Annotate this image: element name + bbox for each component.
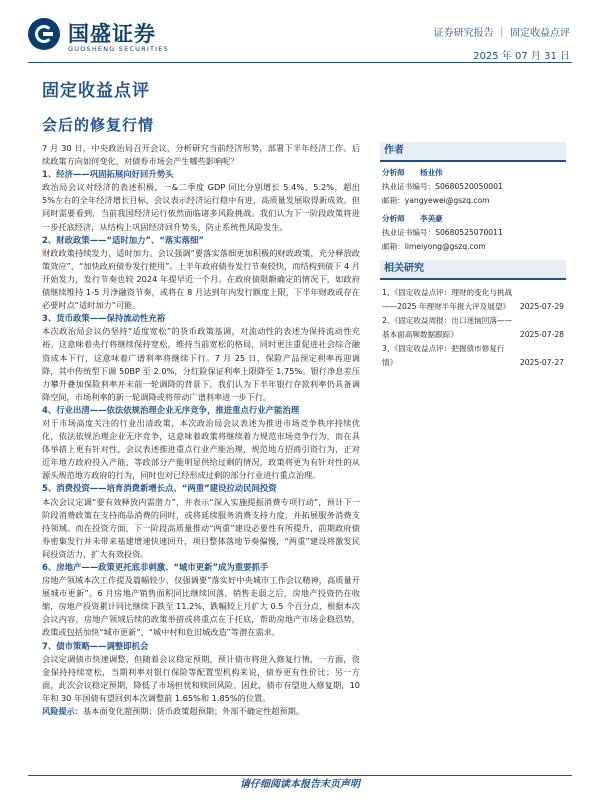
header-divider	[28, 62, 572, 63]
para: 会议定调债市快速调整，但随着会议稳定预期，预计债市将进入修复行情，一方面，资金保持持续宽松，当期利率对银行保险等配置型机构来说，债券更有性价比；另一方面，此次会议稳定预期，降低了市场担忧和赎回风险。因此，债市有望进入修复期，10 年和 30 年国债有望回到本次调整前 1.65%和 1.85%的位置。	[42, 653, 360, 703]
para: 房地产领域本次工作提及篇幅较少，仅强调要“落实好中央城市工作会议精神，高质量开展城市更新”。6 月房地产销售面积同比继续回落，销售走弱之后，房地产投资仍在收缩，房地产投资累计同比继续下跌至 11.2%，跌幅较上月扩大 0.5 个百分点，根据本次会议内容，房地产领域后续的政策举措或将重点在于托底，帮助房地产市场企稳恐势，政策或包括加快“城市更新”、“城中村和危旧城改造”等潜在需求。	[42, 575, 360, 638]
section-heading: 4、行业出清——依法依规治理企业无序竞争，推进重点行业产能治理	[42, 404, 300, 415]
authors-heading: 作者	[380, 142, 566, 162]
logo-cn: 国盛证券	[68, 22, 156, 46]
related-title: 2、《固定收益周报：出口迷恼回落——基本面高频数据跟踪》	[382, 316, 513, 339]
analyst-role: 分析师	[382, 214, 405, 223]
related-item[interactable]	[382, 286, 564, 314]
related-list	[380, 286, 566, 370]
related-item[interactable]	[382, 314, 564, 342]
section-heading: 7、债市策略——调整即机会	[42, 640, 149, 651]
analyst-role: 分析师	[382, 168, 405, 177]
analyst-block	[380, 162, 566, 208]
section-heading: 2、财政政策——“适时加力”、“落实落细”	[42, 234, 204, 245]
risk-label: 风险提示：	[42, 706, 83, 717]
para: 7 月 30 日，中央政治局召开会议，分析研究当前经济形势，部署下半年经济工作。后续政策方向如何变化，对债券市场会产生哪些影响呢？	[42, 143, 360, 167]
related-title: 1、《固定收益点评：理财的变化与挑战——2025 年理财半年报大评及展望》	[382, 288, 513, 311]
analyst-name-row	[382, 212, 564, 226]
related-title: 3、《固定收益点评：把握债市修复行情》	[382, 344, 505, 367]
para: 本次会议定调“要有效释放内需潜力”，并表示“深入实施提振消费专项行动”，预计下一阶段消费政策在支持商品消费的同时，或将延续服务消费支持力度，并拓展服务消费支持领域。而在投资方面，下一阶段高质量推动“两重”建设必要性有所提升，前期政府债券密集发行并未带来基建增速快速回升，项目整体落地节奏偏慢，“两重”建设将激发民间投资活力，扩大有效投资。	[42, 496, 360, 559]
report-date: 2025 年 07 月 31 日	[473, 51, 570, 62]
para: 财政政策持续发力、适时加力。会议强调“要落实落细更加积极的财政政策，充分释放政策效应”，“加快政府债券发行使用”。上半年政府债券发行节奏较快，而结构到债下 4 月开始发力，发行节奏也较 2024 年提早近一个月。在政府债限额确定的情况下，如政府债继续维持 1-5 月净融资节奏，或将在 8 月达到年内发行额度上限，下半年财政或存在必要时点“适时加力”可能。	[42, 247, 360, 311]
company-logo	[28, 18, 168, 58]
logo-icon	[28, 18, 60, 50]
related-date: 2025-07-28	[519, 330, 564, 339]
related-heading: 相关研究	[380, 260, 566, 280]
analyst-cert: 执业证书编号：S0680525070011	[382, 228, 503, 237]
report-category-title: 固定收益点评	[42, 81, 150, 101]
section-heading: 6、房地产——政策更托底非刺激、“城市更新”成为重要抓手	[42, 562, 269, 572]
analyst-email[interactable]: 邮箱：limeiyong@gszq.com	[382, 242, 486, 251]
para: 对于市场高度关注的行业出清政策，本次政治局会议表述为推进市场竞争秩序持续优化，依法依规治理企业无序竞争，这意味着政策将继续着力规范市场竞争行为，而在具体举措上更有针对性，会议表述推进重点行业产能治理，规范地方招商引资行为，正对近年地方政府投入产能，等政部分产能明显供给过剩的情况，政策将更为有针对性的从源头规范地方政府的行为，同时也对已经形成过剩的部分行业进行重点治理。	[42, 417, 360, 481]
sidebar	[380, 142, 566, 370]
risk-text: 基本面变化超预期；货币政策超预期；外部不确定性超预期。	[82, 706, 305, 717]
section-heading: 1、经济——巩固拓展向好回升势头	[42, 169, 174, 180]
para: 本次政治局会议仍坚持“适度宽松”的货币政策基调，对流动性的表述为保持流动性充裕。这意味着央行将继续保持宽松，维持当前宽松的格局，同时更注重促进社会综合融资成本下行，这意味着广谱利率将继续下行。7 月 25 日，保险产品预定利率再迎调降，其中传统型下调 50BP 至 2.0%，分红险保证利率上限降至 1.75%。银行净息差压力攀升叠加保险利率并未前一轮调降的背景下，我们认为下半年银行存款利率仍具备调降空间，市场利率的新一轮调降或将带动广谱利率进一步下行。	[42, 326, 360, 402]
analyst-name: 李美豪	[420, 214, 443, 223]
footer-disclaimer: 请仔细阅读本报告末页声明	[240, 779, 360, 790]
analyst-email[interactable]: 邮箱：yangyewei@gszq.com	[382, 196, 490, 205]
section-heading: 5、消费投资——培育消费新增长点、“两重”建设拉动民间投资	[42, 483, 277, 494]
related-item[interactable]	[382, 342, 564, 370]
report-body	[42, 142, 360, 718]
related-date: 2025-07-27	[519, 358, 564, 367]
report-meta	[434, 24, 570, 62]
risk-warning	[42, 705, 360, 718]
analyst-name-row	[382, 166, 564, 180]
logo-en: GUOSHENG SECURITIES	[68, 45, 169, 53]
para: 政治局会议对经济的表述积极，一&二季度 GDP 同比分别增长 5.4%、5.2%，超出 5%左右的全年经济增长目标，会议表示经济运行稳中有进，高质量发展取得新成效。但同时需要看到，当前我国经济运行依然面临诸多风险挑战。我们认为下一阶段政策将进一步托底经济，从结构上巩固经济回升势头，防止系统性风险发生。	[42, 182, 360, 232]
analyst-cert: 执业证书编号：S0680520050001	[382, 182, 503, 191]
report-type: 证券研究报告 ｜ 固定收益点评	[433, 28, 570, 39]
report-title: 会后的修复行情	[42, 116, 155, 134]
related-date: 2025-07-29	[519, 302, 564, 311]
analyst-name: 杨业伟	[420, 168, 443, 177]
analyst-block	[380, 208, 566, 254]
section-heading: 3、货币政策——保持流动性充裕	[42, 313, 166, 324]
